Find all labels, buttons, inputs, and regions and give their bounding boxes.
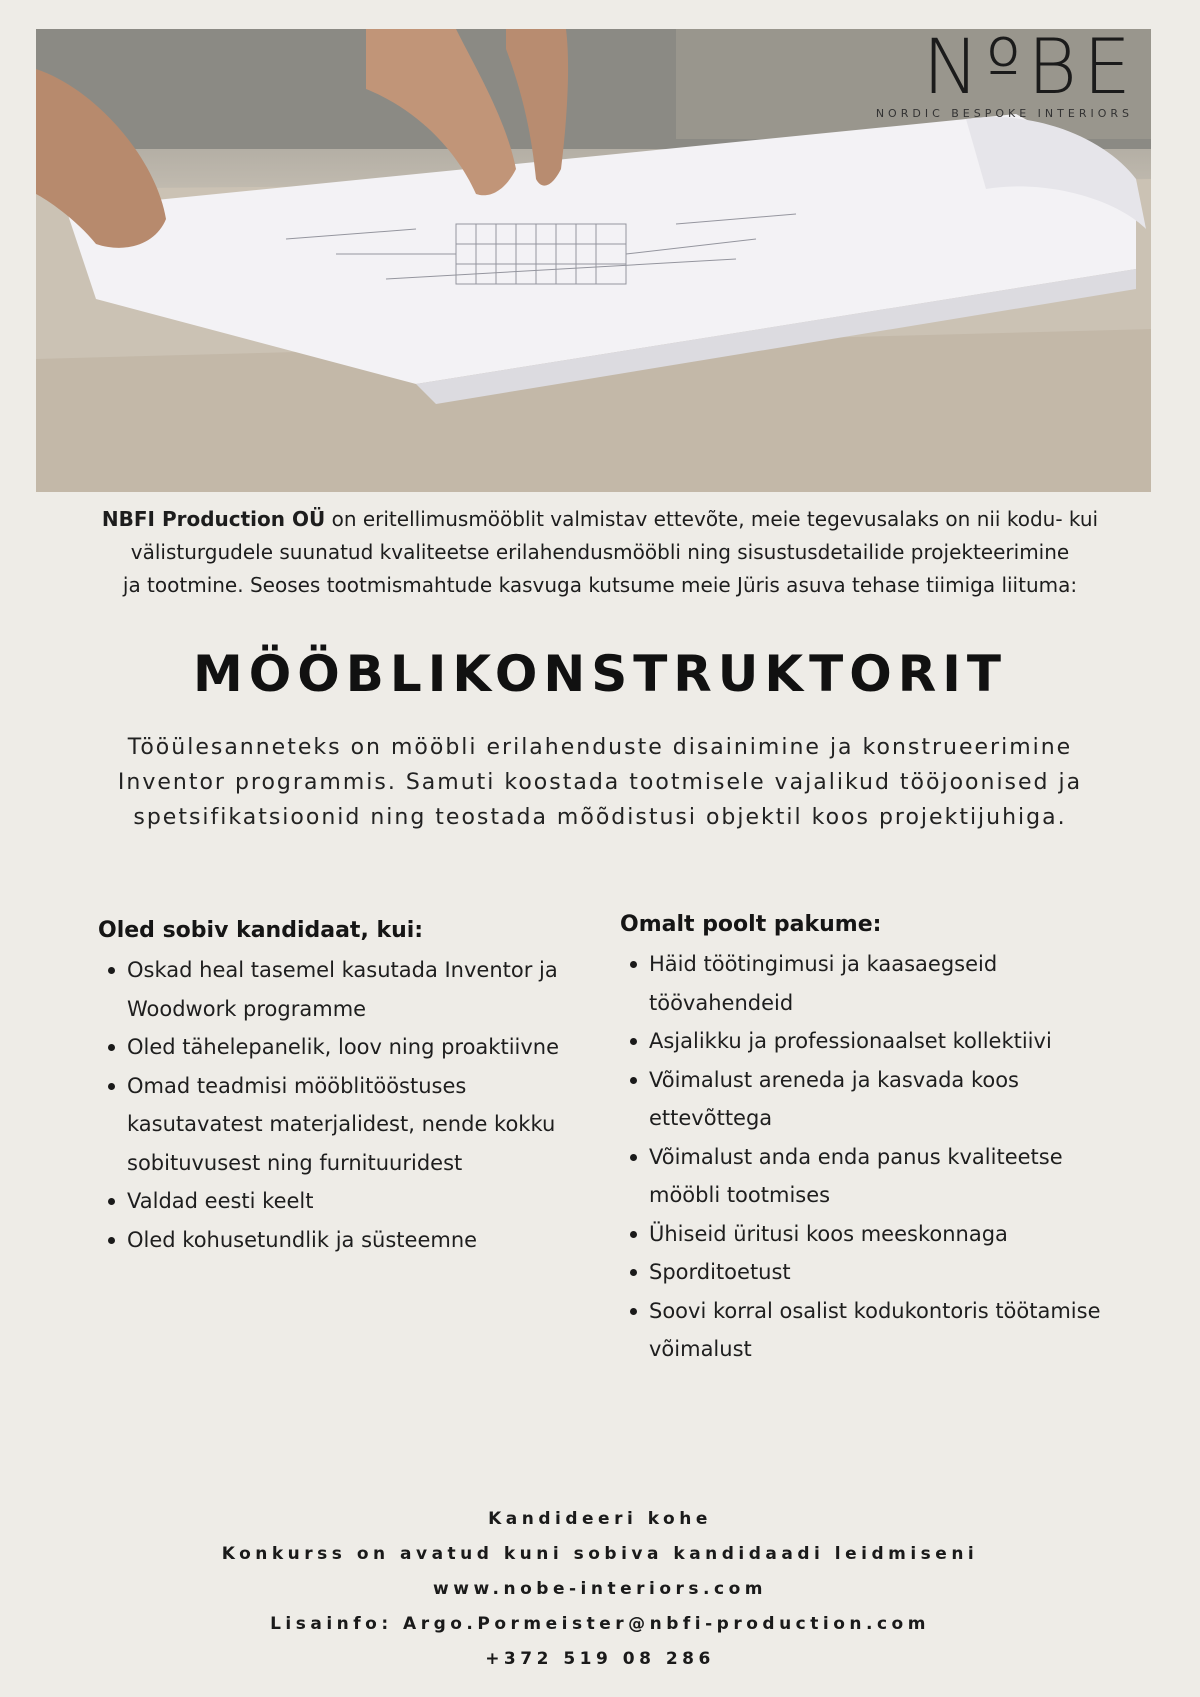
contact-footer (0, 1502, 1200, 1677)
list-item: Asjalikku ja professionaalset kollektiivi (620, 1022, 1140, 1061)
logo-tagline: NORDIC BESPOKE INTERIORS (875, 107, 1133, 120)
description-line-1: Tööülesanneteks on mööbli erilahenduste disainimine ja konstrueerimine (127, 735, 1073, 760)
list-item: Oled kohusetundlik ja süsteemne (98, 1221, 598, 1260)
intro-paragraph (80, 503, 1120, 602)
list-item: Võimalust areneda ja kasvada koos ettevõttega (620, 1061, 1140, 1138)
intro-line-3: ja tootmine. Seoses tootmismahtude kasvuga kutsume meie Jüris asuva tehase tiimiga liituma: (122, 573, 1078, 597)
open-until-text: Konkurss on avatud kuni sobiva kandidaadi leidmiseni (221, 1544, 979, 1564)
offers-list (620, 945, 1140, 1369)
offers-section (620, 912, 1140, 1369)
requirements-section (98, 918, 598, 1259)
requirements-list (98, 951, 598, 1259)
logo-mark: NºBE (922, 29, 1137, 111)
list-item: Valdad eesti keelt (98, 1182, 598, 1221)
list-item: Soovi korral osalist kodukontoris töötamise võimalust (620, 1292, 1140, 1369)
list-item: Võimalust anda enda panus kvaliteetse mööbli tootmises (620, 1138, 1140, 1215)
list-item: Oskad heal tasemel kasutada Inventor ja Woodwork programme (98, 951, 598, 1028)
website-link[interactable]: www.nobe-interiors.com (433, 1579, 767, 1599)
company-name: NBFI Production OÜ (101, 507, 326, 531)
contact-email[interactable]: Lisainfo: Argo.Pormeister@nbfi-production.com (270, 1614, 930, 1634)
description-line-3: spetsifikatsioonid ning teostada mõõdistusi objektil koos projektijuhiga. (133, 805, 1067, 830)
hero-photo (36, 29, 1151, 492)
list-item: Häid töötingimusi ja kaasaegseid töövahendeid (620, 945, 1140, 1022)
requirements-heading: Oled sobiv kandidaat, kui: (98, 918, 424, 943)
apply-now-text: Kandideeri kohe (488, 1509, 712, 1529)
nobe-logo (837, 29, 1137, 124)
list-item: Oled tähelepanelik, loov ning proaktiivne (98, 1028, 598, 1067)
list-item: Omad teadmisi mööblitööstuses kasutavatest materjalidest, nende kokku sobituvusest ning furnituuridest (98, 1067, 598, 1183)
description-line-2: Inventor programmis. Samuti koostada tootmisele vajalikud tööjoonised ja (117, 770, 1083, 795)
contact-phone[interactable]: +372 519 08 286 (485, 1649, 715, 1669)
list-item: Sporditoetust (620, 1253, 1140, 1292)
intro-line-2: välisturgudele suunatud kvaliteetse erilahendusmööbli ning sisustusdetailide projekteerimine (130, 540, 1070, 564)
intro-line-1: on eritellimusmööblit valmistav ettevõte, meie tegevusalaks on nii kodu- kui (325, 507, 1099, 531)
job-title: MÖÖBLIKONSTRUKTORIT (193, 645, 1007, 703)
list-item: Ühiseid üritusi koos meeskonnaga (620, 1215, 1140, 1254)
job-description (60, 730, 1140, 835)
offers-heading: Omalt poolt pakume: (620, 912, 882, 937)
